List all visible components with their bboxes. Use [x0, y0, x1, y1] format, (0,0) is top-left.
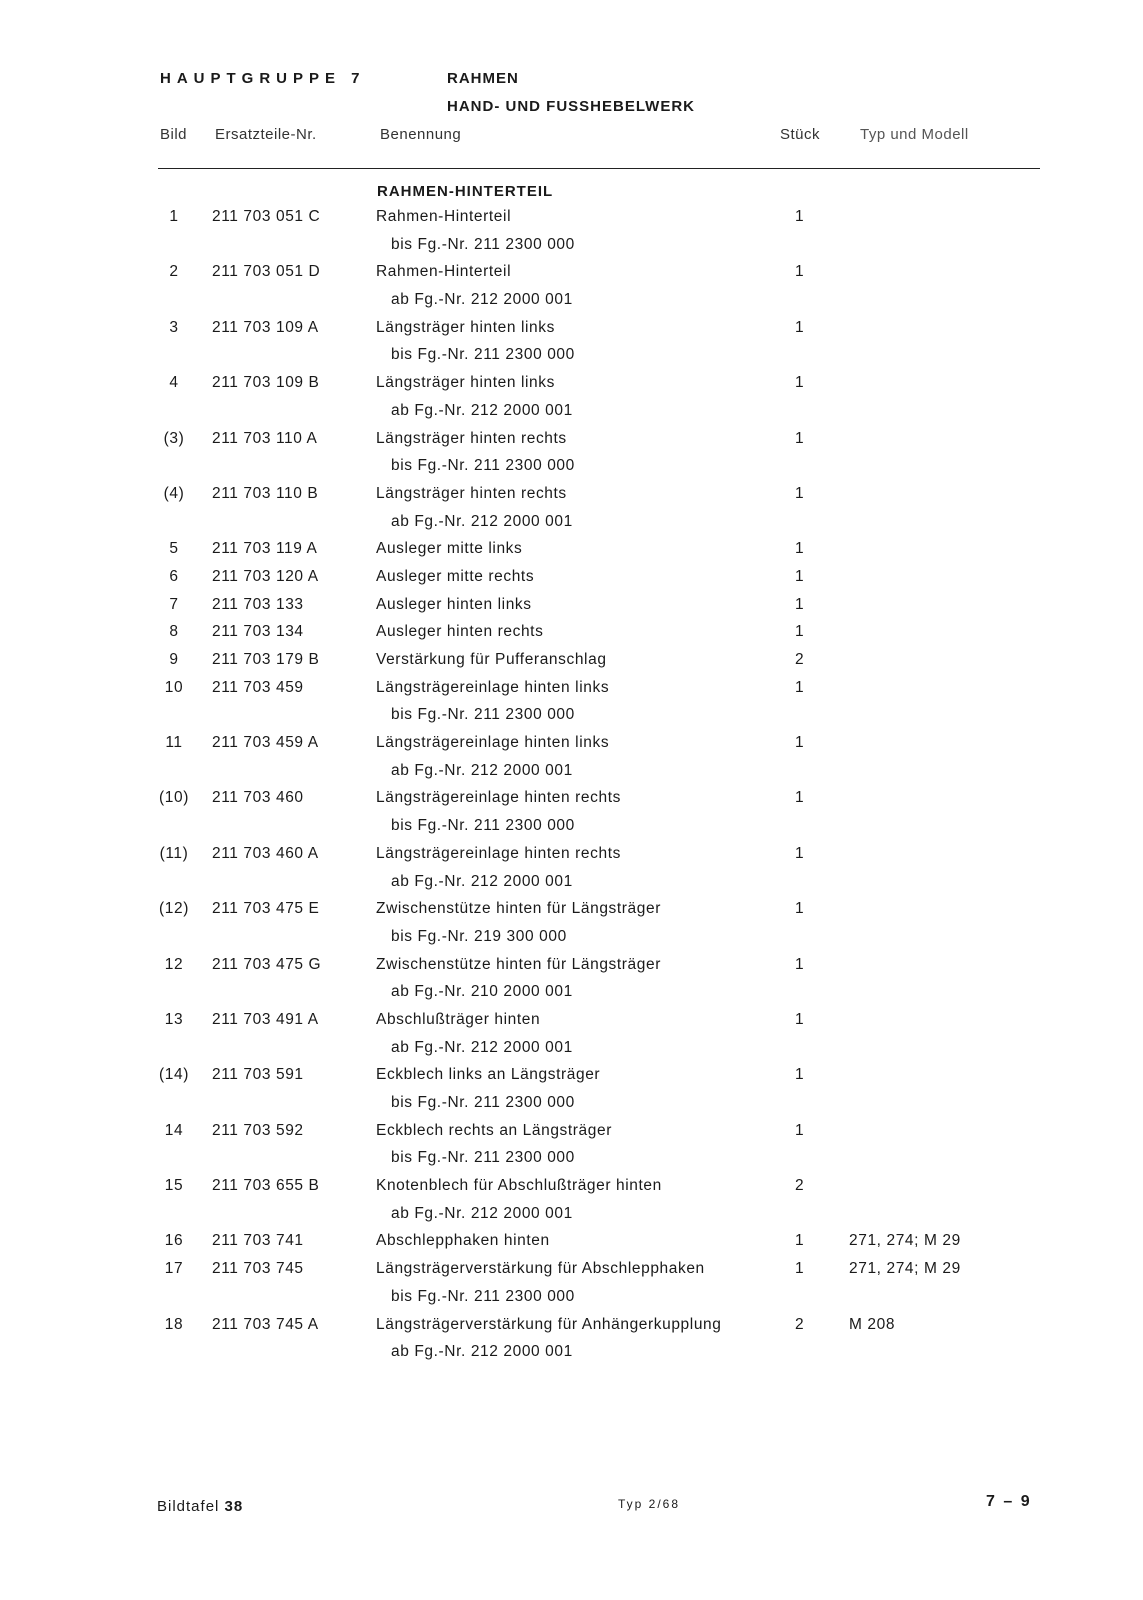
part-number: 211 703 592 — [212, 1121, 304, 1139]
chassis-number-range: ab Fg.-Nr. 210 2000 001 — [391, 983, 573, 1001]
part-number: 211 703 460 — [212, 789, 304, 807]
part-quantity: 1 — [795, 318, 805, 336]
chassis-number-range: bis Fg.-Nr. 219 300 000 — [391, 927, 567, 945]
part-description: Längsträgerverstärkung für Abschlepphaken — [376, 1260, 705, 1278]
part-row-note — [0, 1094, 1143, 1122]
part-description: Knotenblech für Abschlußträger hinten — [376, 1177, 662, 1195]
part-number: 211 703 745 A — [212, 1315, 319, 1333]
column-header-part-number: Ersatzteile-Nr. — [215, 126, 317, 143]
part-description: Eckblech links an Längsträger — [376, 1066, 601, 1084]
part-row — [0, 845, 1143, 873]
part-quantity: 1 — [795, 263, 805, 281]
part-description: Längsträgerverstärkung für Anhängerkupplung — [376, 1315, 722, 1333]
part-figure-number: 11 — [165, 734, 183, 752]
part-number: 211 703 491 A — [212, 1010, 319, 1028]
footer-plate-label: Bildtafel — [157, 1498, 220, 1515]
column-header-description: Benennung — [380, 126, 462, 143]
part-figure-number: (12) — [159, 900, 189, 918]
part-description: Verstärkung für Pufferanschlag — [376, 651, 607, 668]
part-figure-number: 15 — [164, 1177, 184, 1195]
part-description: Längsträger hinten rechts — [376, 429, 567, 447]
part-figure-number: 13 — [164, 1010, 184, 1028]
part-row — [0, 1232, 1143, 1260]
part-description: Rahmen-Hinterteil — [376, 263, 512, 281]
part-row — [0, 900, 1143, 928]
part-row-note — [0, 457, 1143, 485]
chassis-number-range: bis Fg.-Nr. 211 2300 000 — [391, 235, 575, 253]
chassis-number-range: ab Fg.-Nr. 212 2000 001 — [391, 401, 573, 419]
part-number: 211 703 475 G — [212, 955, 322, 973]
column-header-bild: Bild — [160, 126, 188, 143]
part-figure-number: (4) — [163, 484, 185, 502]
part-row-note — [0, 291, 1143, 319]
part-quantity: 1 — [795, 208, 805, 225]
part-row-note — [0, 817, 1143, 845]
part-description: Längsträger hinten rechts — [376, 484, 567, 502]
part-type-model: 271, 274; M 29 — [849, 1260, 961, 1278]
chassis-number-range: ab Fg.-Nr. 212 2000 001 — [391, 291, 573, 309]
part-quantity: 1 — [795, 623, 805, 641]
part-description: Längsträger hinten links — [376, 318, 555, 336]
part-figure-number: 9 — [169, 651, 179, 668]
part-description: Längsträgereinlage hinten links — [376, 678, 610, 696]
part-figure-number: 3 — [169, 318, 179, 336]
chassis-number-range: ab Fg.-Nr. 212 2000 001 — [391, 512, 573, 530]
part-figure-number: 17 — [164, 1260, 184, 1278]
part-number: 211 703 119 A — [212, 540, 318, 558]
part-row-note — [0, 402, 1143, 430]
chassis-number-range: bis Fg.-Nr. 211 2300 000 — [391, 1287, 575, 1305]
part-row — [0, 319, 1143, 347]
part-row — [0, 956, 1143, 984]
part-description: Abschlepphaken hinten — [376, 1232, 550, 1250]
part-row-note — [0, 513, 1143, 541]
part-row — [0, 1260, 1143, 1288]
part-quantity: 2 — [795, 651, 805, 668]
part-figure-number: 1 — [169, 208, 179, 225]
page-number: 7 – 9 — [986, 1493, 1032, 1510]
footer-plate — [157, 1498, 243, 1515]
part-figure-number: 4 — [169, 374, 179, 392]
chassis-number-range: ab Fg.-Nr. 212 2000 001 — [391, 761, 573, 779]
part-row-note — [0, 1343, 1143, 1371]
part-row — [0, 651, 1143, 679]
part-number: 211 703 179 B — [212, 651, 320, 668]
part-description: Rahmen-Hinterteil — [376, 208, 512, 225]
part-row — [0, 596, 1143, 624]
part-quantity: 1 — [795, 1260, 805, 1278]
part-quantity: 1 — [795, 955, 805, 973]
part-row-note — [0, 1205, 1143, 1233]
part-number: 211 703 459 — [212, 678, 304, 696]
part-figure-number: (10) — [159, 789, 189, 807]
part-number: 211 703 741 — [212, 1232, 304, 1250]
part-row-note — [0, 346, 1143, 374]
part-row — [0, 1316, 1143, 1344]
part-number: 211 703 134 — [212, 623, 304, 641]
part-figure-number: 6 — [169, 567, 179, 585]
group-subtitle: HAND- UND FUSSHEBELWERK — [447, 98, 695, 115]
part-quantity: 1 — [795, 678, 805, 696]
part-quantity: 1 — [795, 1232, 805, 1250]
part-quantity: 1 — [795, 540, 805, 558]
part-row — [0, 1011, 1143, 1039]
part-description: Ausleger mitte rechts — [376, 567, 535, 585]
part-number: 211 703 110 B — [212, 484, 319, 502]
part-figure-number: 2 — [169, 263, 179, 281]
part-quantity: 2 — [795, 1315, 805, 1333]
part-figure-number: 7 — [169, 595, 179, 613]
part-row-note — [0, 1149, 1143, 1177]
chassis-number-range: bis Fg.-Nr. 211 2300 000 — [391, 346, 575, 364]
section-title: RAHMEN-HINTERTEIL — [377, 183, 554, 200]
chassis-number-range: bis Fg.-Nr. 211 2300 000 — [391, 817, 575, 835]
part-quantity: 1 — [795, 734, 805, 752]
header-divider — [158, 168, 1040, 169]
part-quantity: 1 — [795, 844, 805, 862]
part-row — [0, 374, 1143, 402]
part-row-note — [0, 983, 1143, 1011]
part-row — [0, 568, 1143, 596]
part-row-note — [0, 1288, 1143, 1316]
chassis-number-range: ab Fg.-Nr. 212 2000 001 — [391, 1343, 573, 1361]
part-figure-number: 14 — [164, 1121, 184, 1139]
chassis-number-range: bis Fg.-Nr. 211 2300 000 — [391, 1149, 575, 1167]
part-quantity: 1 — [795, 429, 805, 447]
part-row — [0, 208, 1143, 236]
part-quantity: 1 — [795, 1121, 805, 1139]
part-description: Zwischenstütze hinten für Längsträger — [376, 900, 661, 918]
part-description: Ausleger mitte links — [376, 540, 523, 558]
part-type-model: 271, 274; M 29 — [849, 1232, 961, 1250]
part-description: Längsträger hinten links — [376, 374, 555, 392]
part-row — [0, 623, 1143, 651]
part-description: Längsträgereinlage hinten links — [376, 734, 610, 752]
part-row — [0, 1122, 1143, 1150]
part-row — [0, 734, 1143, 762]
chassis-number-range: bis Fg.-Nr. 211 2300 000 — [391, 457, 575, 475]
part-figure-number: 8 — [169, 623, 179, 641]
parts-list — [0, 208, 1143, 1371]
footer-plate-number: 38 — [224, 1498, 244, 1515]
part-row-note — [0, 706, 1143, 734]
part-row — [0, 679, 1143, 707]
part-description: Eckblech rechts an Längsträger — [376, 1121, 612, 1139]
chassis-number-range: ab Fg.-Nr. 212 2000 001 — [391, 1204, 573, 1222]
part-quantity: 1 — [795, 567, 805, 585]
part-figure-number: 12 — [164, 955, 184, 973]
part-figure-number: 10 — [164, 678, 184, 696]
part-number: 211 703 475 E — [212, 900, 320, 918]
part-row — [0, 485, 1143, 513]
part-quantity: 1 — [795, 900, 805, 918]
part-quantity: 1 — [795, 1066, 805, 1084]
chassis-number-range: ab Fg.-Nr. 212 2000 001 — [391, 1038, 573, 1056]
part-quantity: 1 — [795, 374, 805, 392]
part-figure-number: (11) — [159, 844, 189, 862]
part-description: Längsträgereinlage hinten rechts — [376, 789, 621, 807]
part-quantity: 2 — [795, 1177, 805, 1195]
column-headers — [0, 126, 1143, 146]
chassis-number-range: ab Fg.-Nr. 212 2000 001 — [391, 872, 573, 890]
part-number: 211 703 459 A — [212, 734, 319, 752]
part-quantity: 1 — [795, 789, 805, 807]
part-figure-number: 16 — [164, 1232, 184, 1250]
footer-type: Typ 2/68 — [618, 1497, 681, 1511]
part-quantity: 1 — [795, 1010, 805, 1028]
part-row-note — [0, 873, 1143, 901]
part-number: 211 703 655 B — [212, 1177, 320, 1195]
part-row-note — [0, 1039, 1143, 1067]
part-row — [0, 789, 1143, 817]
part-description: Ausleger hinten rechts — [376, 623, 544, 641]
part-row — [0, 1066, 1143, 1094]
part-number: 211 703 120 A — [212, 567, 319, 585]
part-figure-number: 5 — [169, 540, 179, 558]
part-number: 211 703 110 A — [212, 429, 318, 447]
part-number: 211 703 051 D — [212, 263, 321, 281]
part-number: 211 703 133 — [212, 595, 304, 613]
part-row — [0, 540, 1143, 568]
column-header-type-model: Typ und Modell — [860, 126, 969, 143]
part-row-note — [0, 236, 1143, 264]
part-figure-number: 18 — [164, 1315, 184, 1333]
group-title: RAHMEN — [447, 70, 519, 87]
part-row — [0, 263, 1143, 291]
part-number: 211 703 109 A — [212, 318, 319, 336]
part-description: Längsträgereinlage hinten rechts — [376, 844, 621, 862]
part-quantity: 1 — [795, 484, 805, 502]
part-figure-number: (14) — [159, 1066, 189, 1084]
part-row — [0, 1177, 1143, 1205]
column-header-quantity: Stück — [780, 126, 821, 143]
part-description: Ausleger hinten links — [376, 595, 532, 613]
part-row-note — [0, 928, 1143, 956]
part-row-note — [0, 762, 1143, 790]
part-number: 211 703 051 C — [212, 208, 321, 225]
main-group-heading: HAUPTGRUPPE 7 — [160, 70, 366, 87]
chassis-number-range: bis Fg.-Nr. 211 2300 000 — [391, 706, 575, 724]
part-number: 211 703 109 B — [212, 374, 320, 392]
part-number: 211 703 591 — [212, 1066, 304, 1084]
part-number: 211 703 745 — [212, 1260, 304, 1278]
part-description: Zwischenstütze hinten für Längsträger — [376, 955, 661, 973]
part-quantity: 1 — [795, 595, 805, 613]
chassis-number-range: bis Fg.-Nr. 211 2300 000 — [391, 1094, 575, 1111]
part-row — [0, 430, 1143, 458]
part-type-model: M 208 — [849, 1315, 896, 1333]
part-number: 211 703 460 A — [212, 844, 319, 862]
part-figure-number: (3) — [163, 429, 185, 447]
part-description: Abschlußträger hinten — [376, 1010, 541, 1028]
